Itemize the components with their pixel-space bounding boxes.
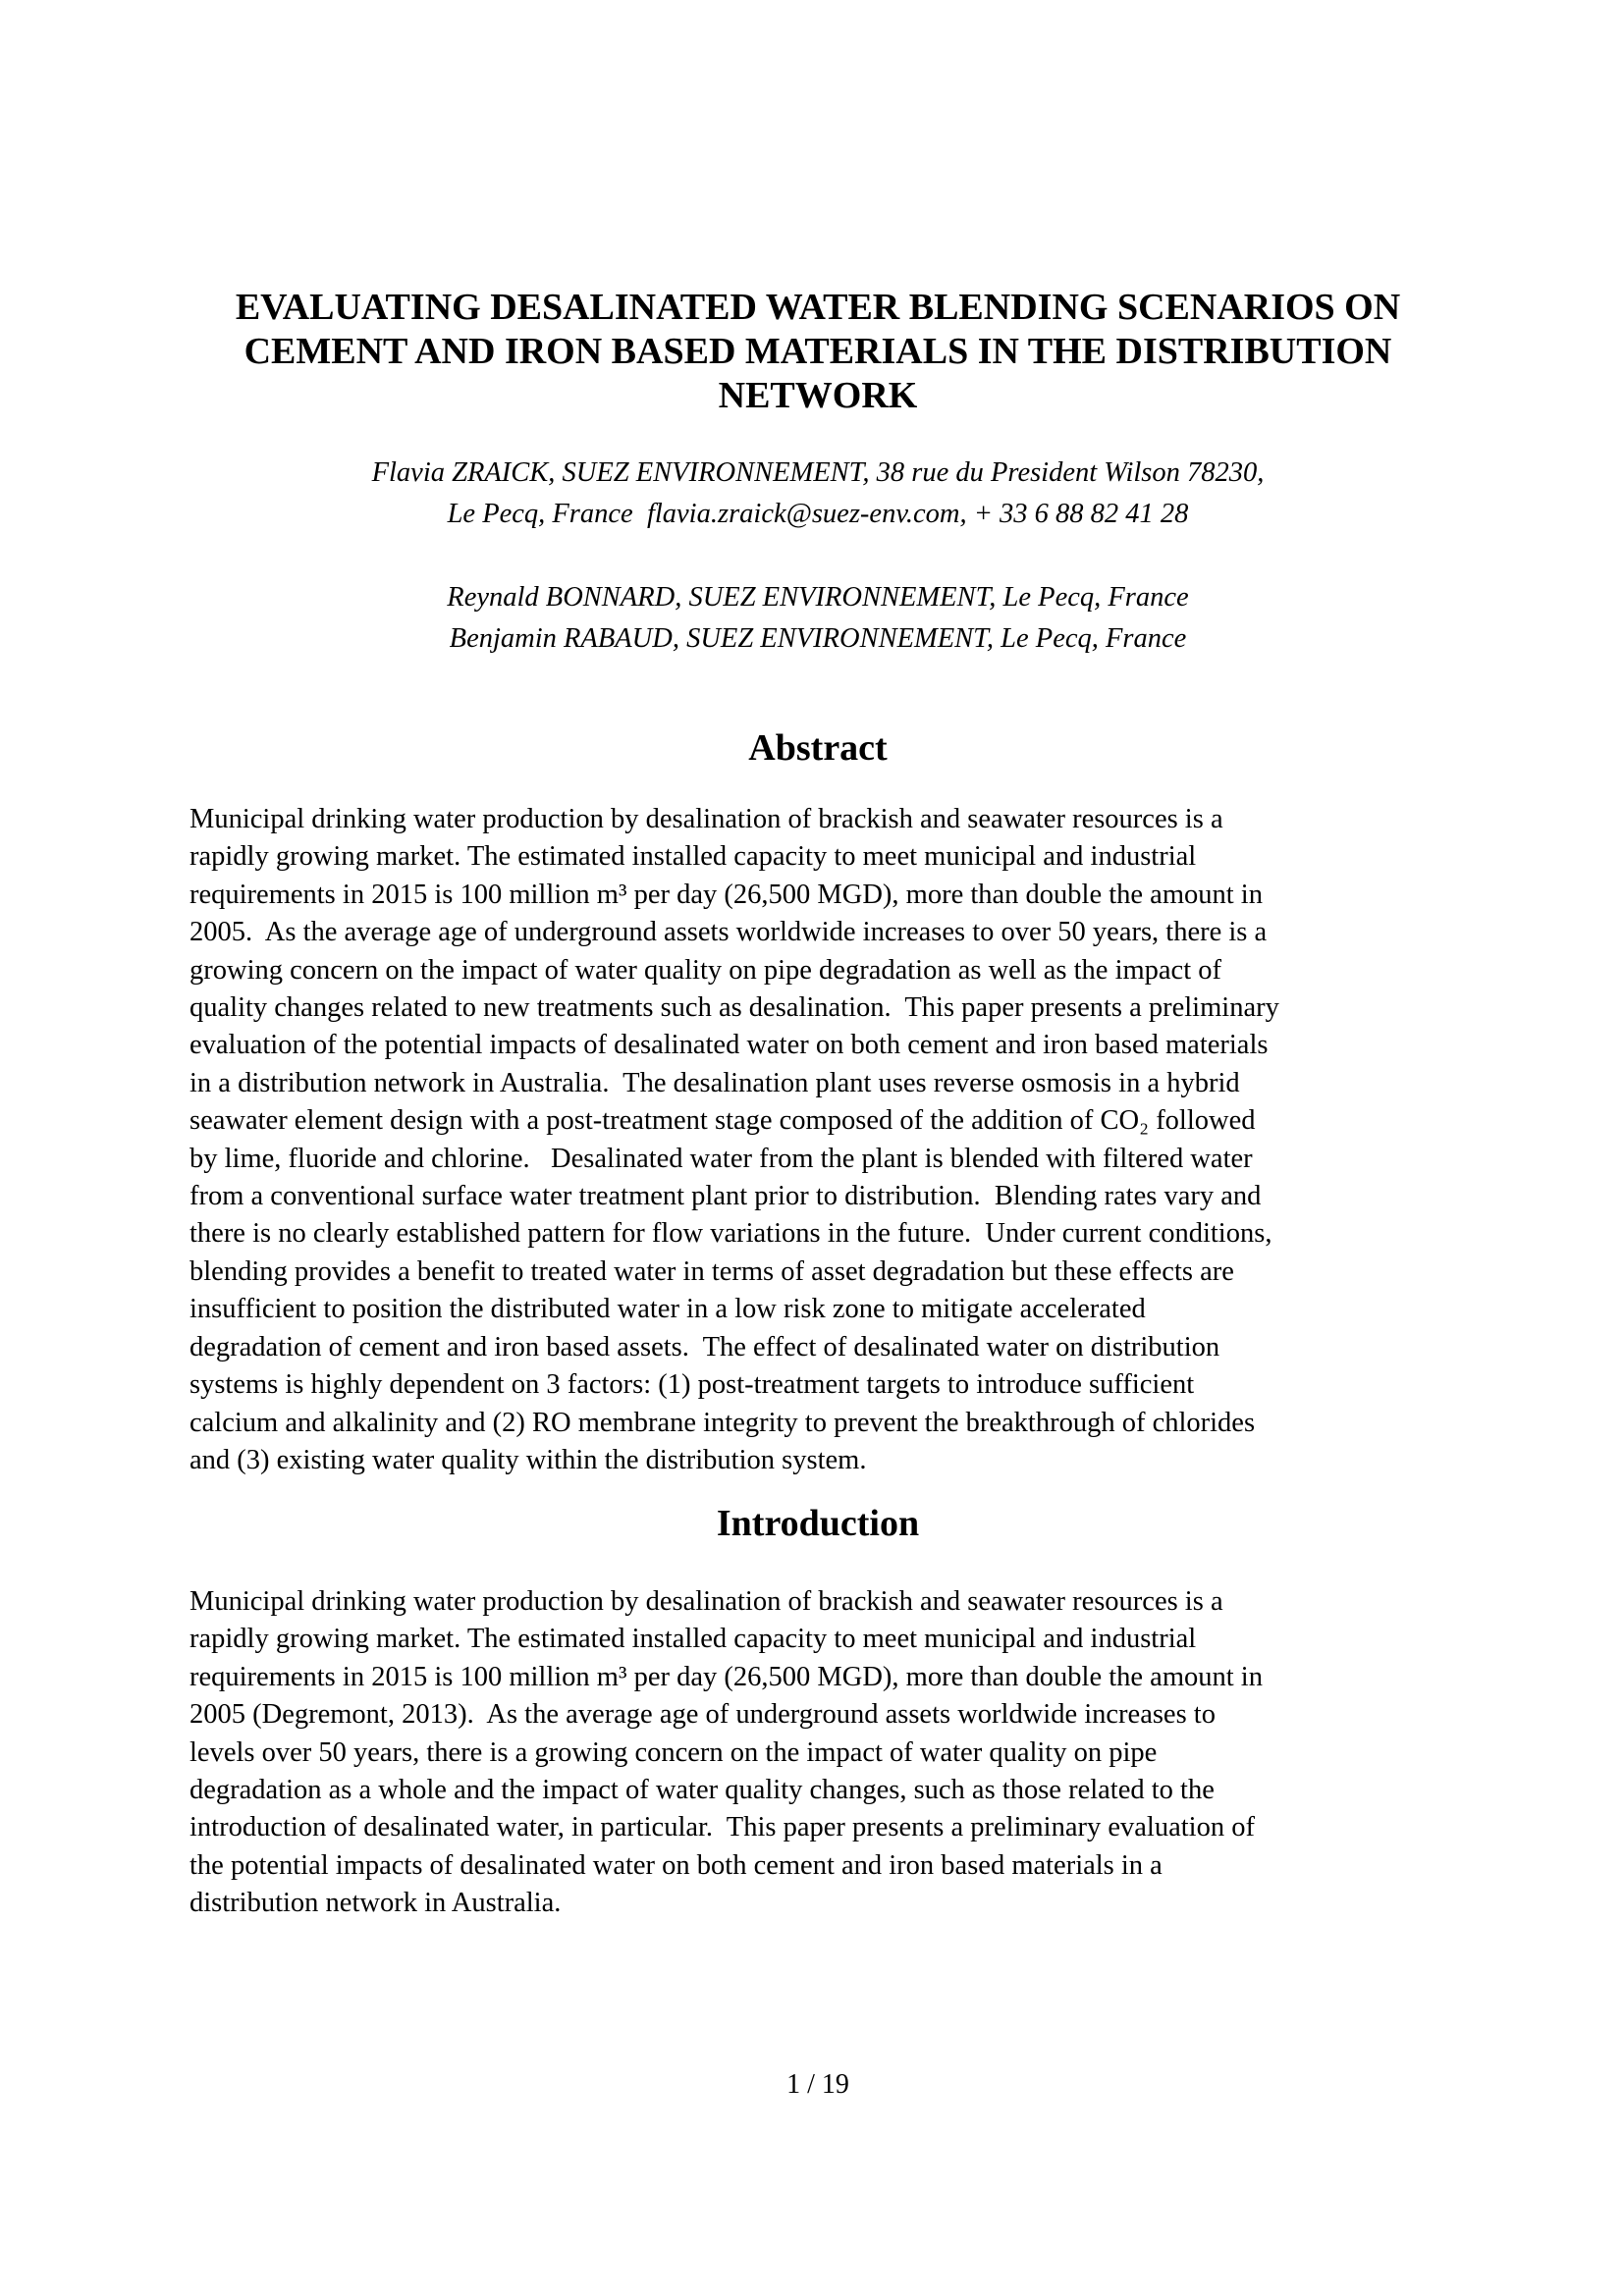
abstract-line: rapidly growing market. The estimated installed capacity to meet municipal and industrial xyxy=(189,841,1197,873)
title-line: NETWORK xyxy=(718,375,918,416)
abstract-paragraph xyxy=(189,801,1446,1479)
abstract-line: quality changes related to new treatments such as desalination. This paper presents a preliminary xyxy=(189,992,1279,1024)
introduction-line: introduction of desalinated water, in particular. This paper presents a preliminary evaluation of xyxy=(189,1812,1255,1843)
abstract-line: growing concern on the impact of water quality on pipe degradation as well as the impact of xyxy=(189,954,1221,986)
introduction-heading: Introduction xyxy=(716,1503,920,1544)
abstract-line: in a distribution network in Australia. The desalination plant uses reverse osmosis in a hybrid xyxy=(189,1067,1240,1098)
introduction-line: rapidly growing market. The estimated installed capacity to meet municipal and industrial xyxy=(189,1624,1197,1655)
abstract-line: requirements in 2015 is 100 million m³ per day (26,500 MGD), more than double the amount in xyxy=(189,879,1263,910)
abstract-heading: Abstract xyxy=(748,727,888,769)
abstract-line: insufficient to position the distributed water in a low risk zone to mitigate accelerated xyxy=(189,1294,1146,1325)
introduction-line: degradation as a whole and the impact of water quality changes, such as those related to the xyxy=(189,1775,1215,1806)
introduction-line: 2005 (Degremont, 2013). As the average age of underground assets worldwide increases to xyxy=(189,1699,1216,1731)
author-line-contact: Le Pecq, France flavia.zraick@suez-env.com, + 33 6 88 82 41 28 xyxy=(447,499,1189,529)
abstract-line: systems is highly dependent on 3 factors: (1) post-treatment targets to introduce sufficient xyxy=(189,1369,1195,1401)
introduction-line: requirements in 2015 is 100 million m³ per day (26,500 MGD), more than double the amount in xyxy=(189,1661,1263,1692)
author-block-primary xyxy=(189,453,1446,535)
abstract-line: 2005. As the average age of underground assets worldwide increases to over 50 years, there is a xyxy=(189,917,1268,948)
author-line: Benjamin RABAUD, SUEZ ENVIRONNEMENT, Le Pecq, France xyxy=(449,623,1187,654)
title-line: EVALUATING DESALINATED WATER BLENDING SCENARIOS ON xyxy=(235,287,1401,328)
introduction-line: distribution network in Australia. xyxy=(189,1888,562,1919)
introduction-paragraph xyxy=(189,1583,1446,1923)
introduction-line: levels over 50 years, there is a growing concern on the impact of water quality on pipe xyxy=(189,1736,1158,1768)
introduction-line: Municipal drinking water production by desalination of brackish and seawater resources is a xyxy=(189,1586,1223,1617)
abstract-line: evaluation of the potential impacts of desalinated water on both cement and iron based materials xyxy=(189,1030,1269,1061)
page-number: 1 / 19 xyxy=(786,2069,849,2100)
abstract-line: there is no clearly established pattern for flow variations in the future. Under current conditions, xyxy=(189,1218,1272,1250)
author-line: Reynald BONNARD, SUEZ ENVIRONNEMENT, Le Pecq, France xyxy=(447,582,1189,613)
abstract-line: degradation of cement and iron based assets. The effect of desalinated water on distribution xyxy=(189,1331,1220,1362)
abstract-line: from a conventional surface water treatment plant prior to distribution. Blending rates vary and xyxy=(189,1181,1262,1212)
abstract-line: blending provides a benefit to treated water in terms of asset degradation but these effects are xyxy=(189,1255,1234,1287)
title-line: CEMENT AND IRON BASED MATERIALS IN THE DISTRIBUTION xyxy=(243,331,1392,372)
introduction-line: the potential impacts of desalinated water on both cement and iron based materials in a xyxy=(189,1849,1163,1881)
abstract-line: by lime, fluoride and chlorine. Desalinated water from the plant is blended with filtered water xyxy=(189,1143,1253,1174)
author-line: Flavia ZRAICK, SUEZ ENVIRONNEMENT, 38 rue du President Wilson 78230, xyxy=(371,457,1265,488)
abstract-line: and (3) existing water quality within the distribution system. xyxy=(189,1444,867,1475)
paper-title xyxy=(189,286,1446,418)
abstract-line: seawater element design with a post-treatment stage composed of the addition of CO₂ followed xyxy=(189,1105,1256,1137)
abstract-line: calcium and alkalinity and (2) RO membrane integrity to prevent the breakthrough of chlorides xyxy=(189,1407,1256,1438)
abstract-line: Municipal drinking water production by desalination of brackish and seawater resources is a xyxy=(189,804,1223,834)
author-block-coauthors xyxy=(189,577,1446,660)
